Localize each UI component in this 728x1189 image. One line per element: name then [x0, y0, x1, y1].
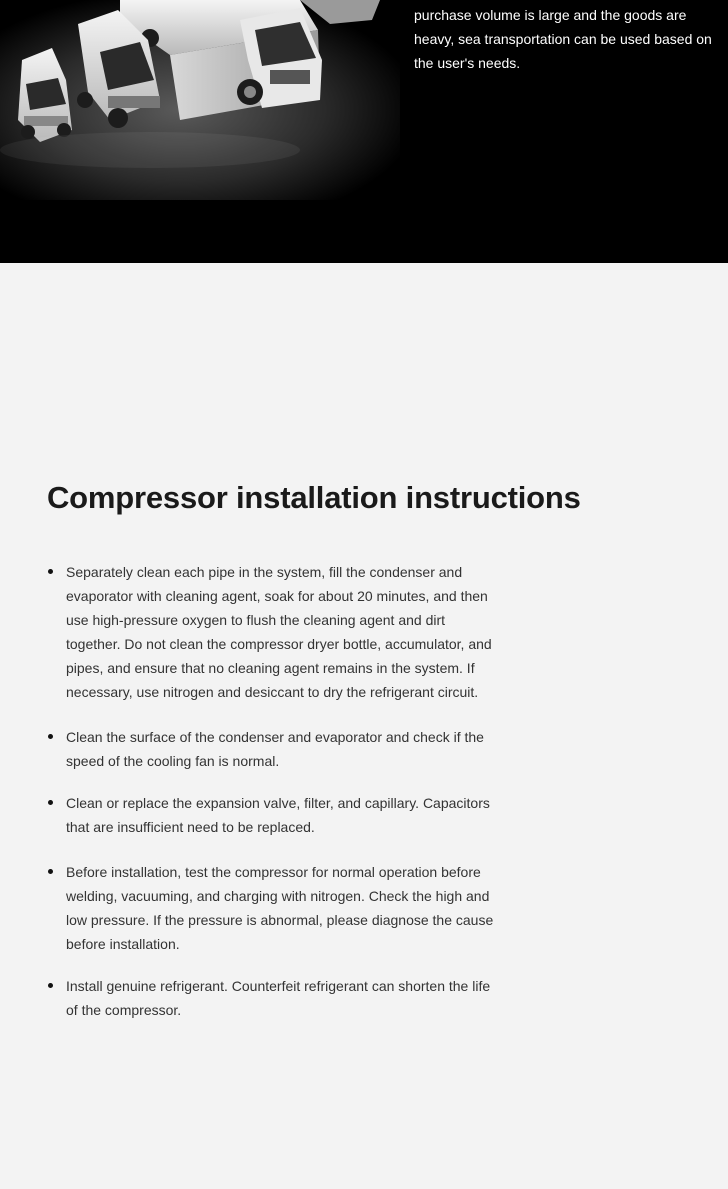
- list-item-text: Before installation, test the compressor for normal operation before welding, vacuuming, and charging with nitrogen. Check the high and low pressure. If the pressure is abnormal, please diagnose the cause before installation.: [66, 864, 494, 952]
- list-item: [47, 791, 497, 839]
- bullet-icon: [48, 734, 53, 739]
- hero-banner: [0, 0, 728, 263]
- list-item-text: Install genuine refrigerant. Counterfeit refrigerant can shorten the life of the compressor.: [66, 978, 491, 1018]
- bullet-icon: [48, 800, 53, 805]
- list-item-text: Clean the surface of the condenser and evaporator and check if the speed of the cooling fan is normal.: [66, 729, 484, 769]
- section-title: Compressor installation instructions: [47, 480, 581, 515]
- installation-instructions-section: [47, 478, 707, 1022]
- list-item: [47, 974, 497, 1022]
- bullet-icon: [48, 983, 53, 988]
- bullet-icon: [48, 869, 53, 874]
- list-item-text: Clean or replace the expansion valve, filter, and capillary. Capacitors that are insufficient need to be replaced.: [66, 795, 490, 835]
- delivery-vehicles-image: [0, 0, 400, 200]
- list-item: [47, 860, 497, 956]
- list-item-text: Separately clean each pipe in the system, fill the condenser and evaporator with cleaning agent, soak for about 20 minutes, and then use high-pressure oxygen to flush the cleaning agent and dirt together. Do not clean the compressor dryer bottle, accumulator, and pipes, and ensure that no cleaning agent remains in the system. If necessary, use nitrogen and desiccant to dry the refrigerant circuit.: [66, 564, 492, 700]
- shipping-description: purchase volume is large and the goods are heavy, sea transportation can be used based on the user's needs.: [414, 7, 712, 71]
- instructions-list: [47, 560, 497, 1022]
- list-item: [47, 725, 497, 773]
- bullet-icon: [48, 569, 53, 574]
- list-item: [47, 560, 497, 704]
